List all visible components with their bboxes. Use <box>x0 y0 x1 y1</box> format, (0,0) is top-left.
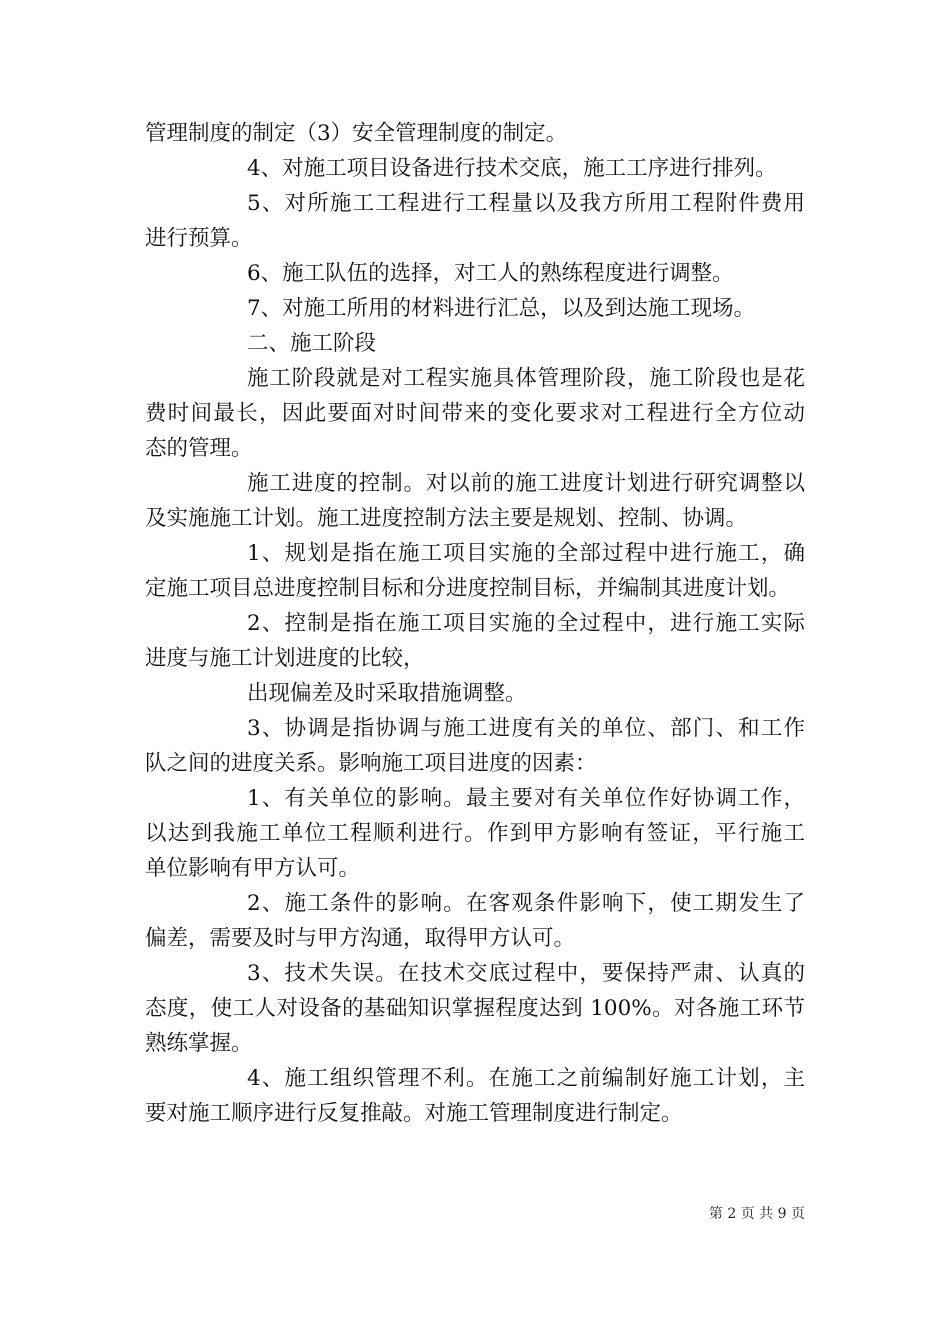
text-line: 3、技术失误。在技术交底过程中，要保持严肃、认真的 <box>247 961 805 986</box>
text-line: 6、施工队伍的选择，对工人的熟练程度进行调整。 <box>247 261 734 286</box>
text-line: 1、有关单位的影响。最主要对有关单位作好协调工作， <box>247 786 805 811</box>
text-line: 出现偏差及时采取措施调整。 <box>247 681 527 706</box>
text-line: 态度，使工人对设备的基础知识掌握程度达到 100%。对各施工环节 <box>145 996 805 1021</box>
text-line: 熟练掌握。 <box>145 1031 253 1056</box>
text-line: 4、对施工项目设备进行技术交底，施工工序进行排列。 <box>247 156 777 181</box>
document-body <box>145 116 805 1131</box>
text-line: 进行预算。 <box>145 226 253 251</box>
text-line: 以达到我施工单位工程顺利进行。作到甲方影响有签证，平行施工 <box>145 821 805 846</box>
text-line: 2、施工条件的影响。在客观条件影响下，使工期发生了 <box>247 891 805 916</box>
text-line: 偏差，需要及时与甲方沟通，取得甲方认可。 <box>145 926 576 951</box>
text-line: 单位影响有甲方认可。 <box>145 856 361 881</box>
text-line: 2、控制是指在施工项目实施的全过程中，进行施工实际 <box>247 611 805 636</box>
text-line: 施工进度的控制。对以前的施工进度计划进行研究调整以 <box>247 471 805 496</box>
text-line: 1、规划是指在施工项目实施的全部过程中进行施工，确 <box>247 541 805 566</box>
text-line: 5、对所施工工程进行工程量以及我方所用工程附件费用 <box>247 191 805 216</box>
text-line: 管理制度的制定（3）安全管理制度的制定。 <box>145 121 568 146</box>
page-number: 第 2 页 共 9 页 <box>708 1206 805 1222</box>
text-line: 态的管理。 <box>145 436 253 461</box>
text-line: 队之间的进度关系。影响施工项目进度的因素： <box>145 751 597 776</box>
text-line: 3、协调是指协调与施工进度有关的单位、部门、和工作 <box>247 716 805 741</box>
text-line: 7、对施工所用的材料进行汇总，以及到达施工现场。 <box>247 296 756 321</box>
text-line: 要对施工顺序进行反复推敲。对施工管理制度进行制定。 <box>145 1101 683 1126</box>
section-heading: 二、施工阶段 <box>247 331 377 356</box>
text-line: 定施工项目总进度控制目标和分进度控制目标，并编制其进度计划。 <box>145 576 791 601</box>
text-line: 及实施施工计划。施工进度控制方法主要是规划、控制、协调。 <box>145 506 748 531</box>
text-line: 施工阶段就是对工程实施具体管理阶段，施工阶段也是花 <box>247 366 805 391</box>
text-line: 4、施工组织管理不利。在施工之前编制好施工计划，主 <box>247 1066 805 1091</box>
text-line: 费时间最长，因此要面对时间带来的变化要求对工程进行全方位动 <box>145 401 805 426</box>
text-line: 进度与施工计划进度的比较， <box>145 646 425 671</box>
